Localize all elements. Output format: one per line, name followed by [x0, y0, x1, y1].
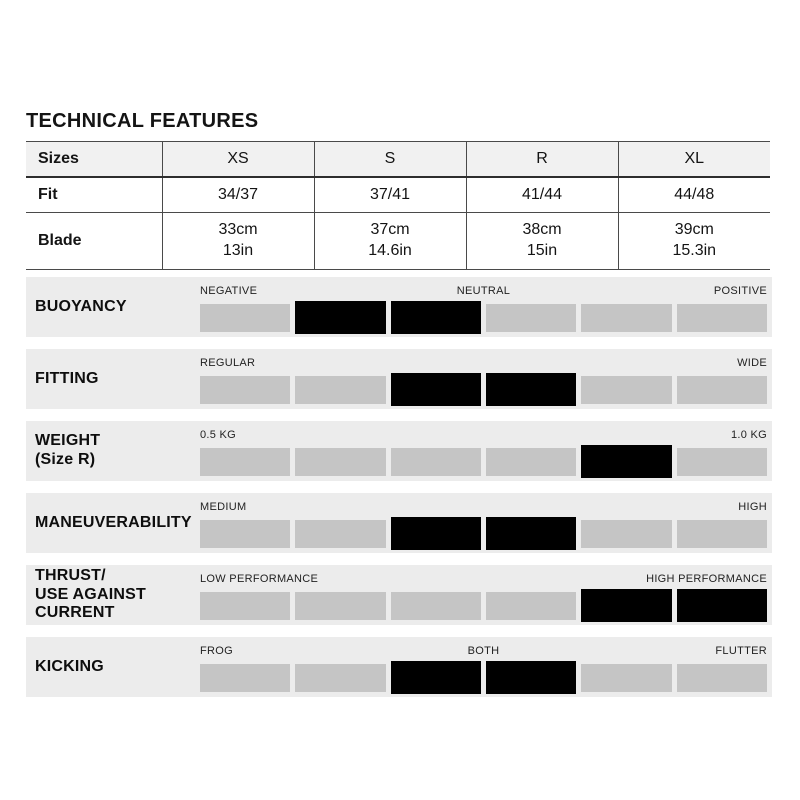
rating-segments: [200, 517, 767, 550]
blade-cell-xs: [162, 213, 314, 270]
rating-segment: [677, 448, 767, 476]
rating-segment: [581, 664, 671, 692]
rating-label: [26, 421, 200, 481]
blade-cell-r: [466, 213, 618, 270]
rating-segment: [295, 664, 385, 692]
rating-row: [26, 421, 772, 481]
sizes-table: [26, 141, 770, 270]
blade-in: 13in: [222, 242, 254, 259]
scale-label-left: NEGATIVE: [200, 285, 258, 297]
rating-label-line: BUOYANCY: [35, 297, 127, 315]
rating-scale: [200, 493, 772, 553]
rating-segment: [677, 304, 767, 332]
rating-segments: [200, 661, 767, 694]
rating-label: [26, 493, 200, 553]
blade-row-label: Blade: [38, 232, 82, 249]
scale-labels: [200, 356, 767, 370]
rating-segment: [295, 520, 385, 548]
rating-label-line: USE AGAINST: [35, 585, 146, 603]
table-row-blade: [26, 213, 770, 270]
blade-in: 14.6in: [368, 242, 412, 259]
rating-segment: [677, 520, 767, 548]
rating-segment: [295, 376, 385, 404]
table-header-row: [26, 142, 770, 177]
rating-segments: [200, 301, 767, 334]
rating-segment: [581, 376, 671, 404]
rating-segment: [486, 448, 576, 476]
rating-scale: [200, 565, 772, 625]
rating-label-line: CURRENT: [35, 604, 115, 622]
scale-label-left: 0.5 KG: [200, 429, 237, 441]
ratings-panel: [26, 277, 772, 697]
blade-in: 15in: [526, 242, 558, 259]
scale-label-right: HIGH: [738, 501, 767, 513]
scale-labels: [200, 644, 767, 658]
rating-segment: [200, 664, 290, 692]
rating-row: [26, 349, 772, 409]
rating-segment-filled: [486, 373, 576, 406]
scale-labels: [200, 500, 767, 514]
rating-label-line: FITTING: [35, 369, 99, 387]
col-header-xs: XS: [162, 142, 314, 177]
rating-label-line: MANEUVERABILITY: [35, 513, 192, 531]
rating-segment: [581, 520, 671, 548]
fit-cell-s: 37/41: [314, 177, 466, 213]
fit-row-label: Fit: [38, 185, 58, 203]
rating-label-line: WEIGHT: [35, 432, 101, 450]
blade-cm: 38cm: [522, 221, 562, 239]
scale-label-right: FLUTTER: [715, 645, 767, 657]
rating-segment: [391, 448, 481, 476]
rating-scale: [200, 421, 772, 481]
rating-segment-filled: [581, 589, 671, 622]
rating-scale: [200, 349, 772, 409]
rating-label: [26, 637, 200, 697]
table-row-fit: [26, 177, 770, 213]
col-header-r: R: [466, 142, 618, 177]
rating-segment: [677, 664, 767, 692]
rating-segment-filled: [391, 373, 481, 406]
scale-label-right: 1.0 KG: [730, 429, 767, 441]
scale-label-left: LOW PERFORMANCE: [200, 573, 319, 585]
rating-segment: [391, 592, 481, 620]
scale-labels: [200, 428, 767, 442]
scale-label-center: BOTH: [467, 645, 500, 657]
rating-segment: [200, 520, 290, 548]
blade-in: 15.3in: [672, 242, 717, 259]
rating-row: [26, 493, 772, 553]
rating-scale: [200, 637, 772, 697]
scale-labels: [200, 572, 767, 586]
page-title: TECHNICAL FEATURES: [26, 110, 259, 132]
rating-segment-filled: [581, 445, 671, 478]
scale-label-center: NEUTRAL: [456, 285, 511, 297]
rating-segment-filled: [391, 661, 481, 694]
fit-cell-xl: 44/48: [618, 177, 770, 213]
rating-segment: [200, 592, 290, 620]
rating-segment: [295, 448, 385, 476]
col-header-xl: XL: [618, 142, 770, 177]
blade-cm: 33cm: [218, 221, 258, 239]
blade-cell-xl: [618, 213, 770, 270]
rating-segments: [200, 589, 767, 622]
scale-labels: [200, 284, 767, 298]
rating-segment: [200, 304, 290, 332]
rating-segment: [677, 376, 767, 404]
blade-cm: 37cm: [370, 221, 410, 239]
rating-segment: [486, 592, 576, 620]
rating-row: [26, 637, 772, 697]
rating-segment-filled: [295, 301, 385, 334]
blade-cm: 39cm: [674, 221, 714, 239]
scale-label-left: FROG: [200, 645, 233, 657]
rating-label: [26, 565, 200, 625]
rating-label-line: THRUST/: [35, 567, 106, 585]
scale-label-right: POSITIVE: [713, 285, 767, 297]
rating-segment-filled: [677, 589, 767, 622]
rating-segment: [200, 448, 290, 476]
rating-segment-filled: [486, 661, 576, 694]
blade-cell-s: [314, 213, 466, 270]
scale-label-right: HIGH PERFORMANCE: [646, 573, 767, 585]
col-header-sizes: Sizes: [38, 149, 79, 167]
rating-segment: [486, 304, 576, 332]
rating-scale: [200, 277, 772, 337]
rating-label-line: KICKING: [35, 657, 104, 675]
rating-label-line: (Size R): [35, 451, 96, 468]
rating-segment: [200, 376, 290, 404]
rating-segments: [200, 373, 767, 406]
rating-segment: [295, 592, 385, 620]
rating-segments: [200, 445, 767, 478]
scale-label-left: REGULAR: [200, 357, 256, 369]
fit-cell-xs: 34/37: [162, 177, 314, 213]
scale-label-left: MEDIUM: [200, 501, 247, 513]
rating-row: [26, 565, 772, 625]
rating-label: [26, 277, 200, 337]
scale-label-right: WIDE: [737, 357, 767, 369]
rating-segment: [581, 304, 671, 332]
rating-label: [26, 349, 200, 409]
col-header-s: S: [314, 142, 466, 177]
rating-segment-filled: [391, 517, 481, 550]
rating-segment-filled: [391, 301, 481, 334]
rating-segment-filled: [486, 517, 576, 550]
fit-cell-r: 41/44: [466, 177, 618, 213]
rating-row: [26, 277, 772, 337]
